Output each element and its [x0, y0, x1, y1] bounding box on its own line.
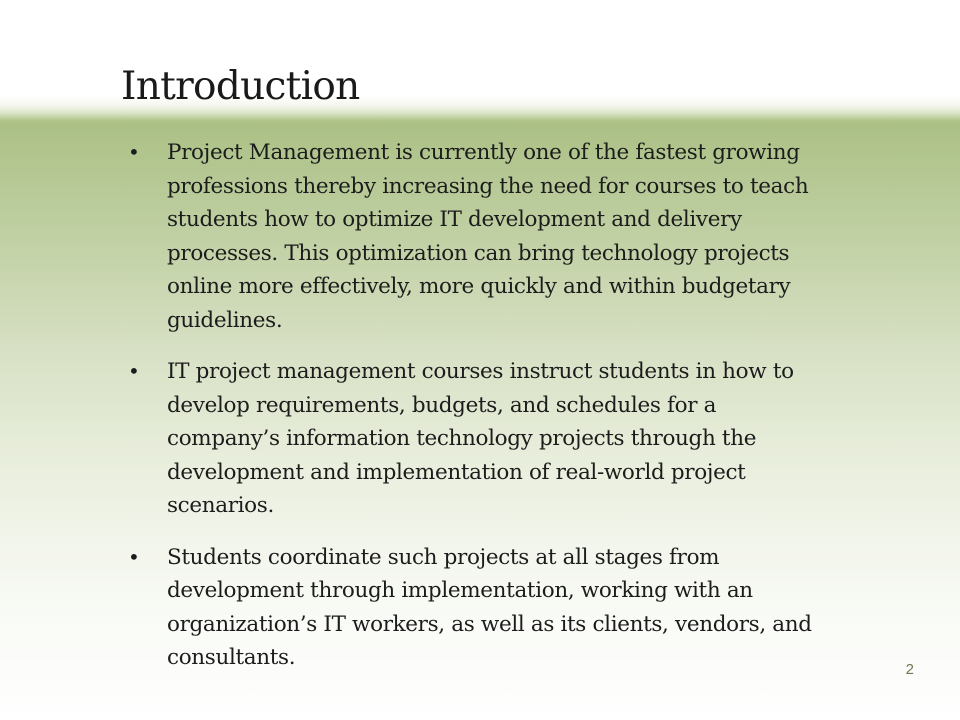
slide-title: Introduction	[121, 64, 360, 109]
bullet-text: IT project management courses instruct students in how to develop requirements, budgets, and schedules for a company’s information technology projects through the development and implementation of real-world project scenarios.	[167, 359, 794, 518]
bullet-marker: •	[128, 544, 140, 569]
bullet-text: Project Management is currently one of the fastest growing professions thereby increasing the need for courses to teach students how to optimize IT development and delivery processes. This optimization can bring technology projects online more effectively, more quickly and within budgetary guidelines.	[167, 140, 809, 333]
bullet-item	[128, 541, 827, 675]
bullet-item	[128, 136, 827, 337]
bullet-list	[128, 136, 827, 693]
bullet-text: Students coordinate such projects at all stages from development through implementation, working with an organization’s IT workers, as well as its clients, vendors, and consultants.	[167, 544, 812, 670]
bullet-marker: •	[128, 359, 140, 383]
bullet-marker: •	[128, 140, 140, 164]
page-number: 2	[905, 661, 914, 678]
bullet-item	[128, 355, 827, 523]
